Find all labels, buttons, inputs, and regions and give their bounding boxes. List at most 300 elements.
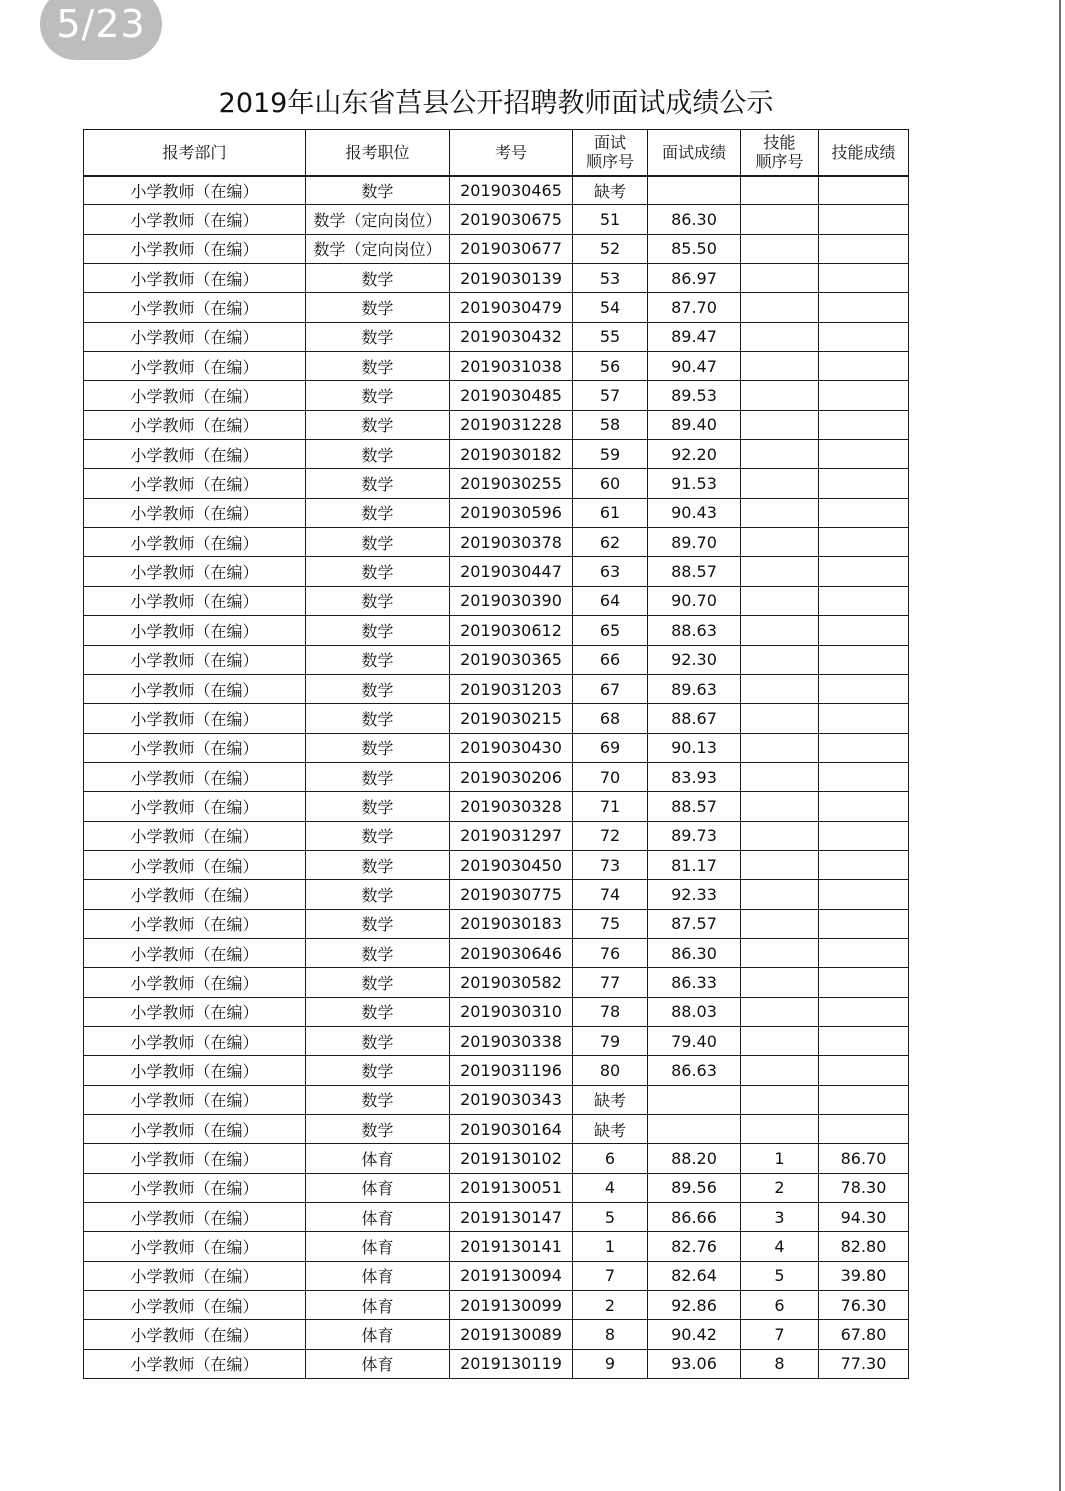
cell-skill-order [741, 381, 819, 410]
cell-interview-order: 缺考 [573, 176, 648, 205]
table-row [84, 234, 909, 263]
cell-interview-score: 89.53 [648, 381, 741, 410]
table-header [84, 130, 909, 176]
header-exam-number [450, 130, 573, 176]
cell-skill-score [819, 968, 909, 997]
cell-position: 体育 [306, 1144, 450, 1173]
cell-skill-order: 1 [741, 1144, 819, 1173]
cell-skill-score [819, 205, 909, 234]
cell-skill-score: 82.80 [819, 1232, 909, 1261]
cell-interview-score: 81.17 [648, 850, 741, 879]
cell-exam-number: 2019030255 [450, 469, 573, 498]
cell-department: 小学教师（在编） [84, 1056, 306, 1085]
cell-department: 小学教师（在编） [84, 850, 306, 879]
cell-skill-order [741, 850, 819, 879]
cell-interview-order: 78 [573, 997, 648, 1026]
cell-interview-score: 88.20 [648, 1144, 741, 1173]
cell-department: 小学教师（在编） [84, 264, 306, 293]
table-row [84, 792, 909, 821]
cell-skill-order: 2 [741, 1173, 819, 1202]
table-row [84, 674, 909, 703]
cell-interview-order: 55 [573, 322, 648, 351]
table-row [84, 557, 909, 586]
table-body [84, 176, 909, 1379]
cell-skill-order [741, 792, 819, 821]
table-row [84, 938, 909, 967]
cell-position: 数学 [306, 674, 450, 703]
header-label: 面试 [593, 133, 626, 153]
cell-department: 小学教师（在编） [84, 1261, 306, 1290]
cell-position: 数学 [306, 176, 450, 205]
cell-position: 数学（定向岗位） [306, 234, 450, 263]
cell-skill-score [819, 997, 909, 1026]
cell-interview-score: 86.33 [648, 968, 741, 997]
cell-interview-score: 88.57 [648, 557, 741, 586]
cell-department: 小学教师（在编） [84, 792, 306, 821]
cell-position: 体育 [306, 1320, 450, 1349]
cell-interview-score: 82.64 [648, 1261, 741, 1290]
cell-department: 小学教师（在编） [84, 234, 306, 263]
cell-interview-order: 58 [573, 410, 648, 439]
cell-interview-order: 76 [573, 938, 648, 967]
cell-skill-order [741, 1115, 819, 1144]
cell-interview-order: 52 [573, 234, 648, 263]
cell-interview-order: 62 [573, 528, 648, 557]
cell-exam-number: 2019030390 [450, 586, 573, 615]
table-row [84, 616, 909, 645]
cell-department: 小学教师（在编） [84, 674, 306, 703]
cell-interview-score: 89.47 [648, 322, 741, 351]
cell-position: 数学 [306, 586, 450, 615]
cell-department: 小学教师（在编） [84, 1232, 306, 1261]
cell-interview-order: 71 [573, 792, 648, 821]
cell-skill-order [741, 645, 819, 674]
cell-interview-order: 59 [573, 440, 648, 469]
cell-department: 小学教师（在编） [84, 1144, 306, 1173]
cell-skill-score [819, 176, 909, 205]
cell-skill-score [819, 1085, 909, 1114]
cell-interview-score: 88.57 [648, 792, 741, 821]
cell-skill-order [741, 322, 819, 351]
cell-exam-number: 2019031038 [450, 352, 573, 381]
cell-interview-order: 7 [573, 1261, 648, 1290]
table-row [84, 1232, 909, 1261]
cell-skill-score [819, 880, 909, 909]
table-row [84, 704, 909, 733]
cell-skill-order [741, 528, 819, 557]
cell-skill-score [819, 586, 909, 615]
cell-interview-score [648, 1115, 741, 1144]
cell-department: 小学教师（在编） [84, 469, 306, 498]
cell-interview-order: 9 [573, 1349, 648, 1378]
cell-interview-score: 89.40 [648, 410, 741, 439]
cell-department: 小学教师（在编） [84, 205, 306, 234]
cell-department: 小学教师（在编） [84, 1349, 306, 1378]
cell-interview-score: 88.63 [648, 616, 741, 645]
cell-interview-order: 79 [573, 1026, 648, 1055]
cell-exam-number: 2019030447 [450, 557, 573, 586]
cell-skill-order [741, 410, 819, 439]
cell-skill-order [741, 733, 819, 762]
cell-position: 数学（定向岗位） [306, 205, 450, 234]
table-row [84, 968, 909, 997]
cell-department: 小学教师（在编） [84, 1203, 306, 1232]
table-row [84, 322, 909, 351]
cell-interview-score: 90.42 [648, 1320, 741, 1349]
header-label: 考号 [494, 142, 527, 162]
table-row [84, 1056, 909, 1085]
cell-exam-number: 2019030775 [450, 880, 573, 909]
cell-skill-order [741, 498, 819, 527]
cell-position: 体育 [306, 1291, 450, 1320]
cell-interview-order: 80 [573, 1056, 648, 1085]
cell-skill-score [819, 352, 909, 381]
page-edge-divider [1059, 0, 1061, 1491]
table-row [84, 1261, 909, 1290]
cell-skill-order [741, 469, 819, 498]
cell-exam-number: 2019031228 [450, 410, 573, 439]
cell-exam-number: 2019030183 [450, 909, 573, 938]
cell-interview-order: 75 [573, 909, 648, 938]
cell-skill-score [819, 322, 909, 351]
cell-interview-order: 67 [573, 674, 648, 703]
header-row [84, 130, 909, 176]
cell-skill-score [819, 1026, 909, 1055]
cell-interview-score: 92.30 [648, 645, 741, 674]
document-title: 2019年山东省莒县公开招聘教师面试成绩公示 [218, 88, 774, 119]
cell-exam-number: 2019030215 [450, 704, 573, 733]
cell-interview-order: 56 [573, 352, 648, 381]
cell-position: 数学 [306, 909, 450, 938]
cell-position: 数学 [306, 469, 450, 498]
cell-exam-number: 2019030182 [450, 440, 573, 469]
cell-position: 数学 [306, 850, 450, 879]
cell-department: 小学教师（在编） [84, 968, 306, 997]
cell-department: 小学教师（在编） [84, 1026, 306, 1055]
table-row [84, 909, 909, 938]
cell-exam-number: 2019030164 [450, 1115, 573, 1144]
cell-position: 数学 [306, 410, 450, 439]
cell-skill-order: 4 [741, 1232, 819, 1261]
cell-position: 数学 [306, 322, 450, 351]
header-label: 技能成绩 [831, 142, 896, 162]
cell-position: 体育 [306, 1232, 450, 1261]
header-department [84, 130, 306, 176]
cell-department: 小学教师（在编） [84, 1173, 306, 1202]
cell-interview-score: 87.57 [648, 909, 741, 938]
cell-interview-order: 65 [573, 616, 648, 645]
cell-interview-order: 缺考 [573, 1085, 648, 1114]
table-row [84, 733, 909, 762]
cell-interview-score: 89.56 [648, 1173, 741, 1202]
cell-exam-number: 2019030675 [450, 205, 573, 234]
cell-interview-score: 90.13 [648, 733, 741, 762]
cell-exam-number: 2019030365 [450, 645, 573, 674]
cell-position: 体育 [306, 1261, 450, 1290]
cell-department: 小学教师（在编） [84, 440, 306, 469]
cell-interview-score: 86.63 [648, 1056, 741, 1085]
cell-department: 小学教师（在编） [84, 498, 306, 527]
cell-skill-order [741, 616, 819, 645]
cell-exam-number: 2019030479 [450, 293, 573, 322]
cell-skill-score [819, 762, 909, 791]
cell-interview-score: 92.86 [648, 1291, 741, 1320]
page-indicator: 5/23 [40, 0, 162, 60]
cell-position: 数学 [306, 968, 450, 997]
cell-department: 小学教师（在编） [84, 645, 306, 674]
table-row [84, 880, 909, 909]
cell-skill-score: 77.30 [819, 1349, 909, 1378]
cell-skill-score [819, 674, 909, 703]
table-row [84, 176, 909, 205]
cell-interview-score: 92.33 [648, 880, 741, 909]
cell-skill-score [819, 381, 909, 410]
table-row [84, 1115, 909, 1144]
cell-skill-score [819, 850, 909, 879]
cell-exam-number: 2019030139 [450, 264, 573, 293]
cell-interview-order: 72 [573, 821, 648, 850]
cell-department: 小学教师（在编） [84, 176, 306, 205]
cell-interview-order: 1 [573, 1232, 648, 1261]
table-row [84, 264, 909, 293]
cell-position: 数学 [306, 440, 450, 469]
cell-department: 小学教师（在编） [84, 821, 306, 850]
header-label: 顺序号 [585, 152, 634, 172]
table-row [84, 586, 909, 615]
table-row [84, 762, 909, 791]
cell-department: 小学教师（在编） [84, 616, 306, 645]
header-skill-score [819, 130, 909, 176]
header-label: 报考职位 [345, 142, 410, 162]
cell-exam-number: 2019030582 [450, 968, 573, 997]
cell-department: 小学教师（在编） [84, 762, 306, 791]
cell-interview-order: 8 [573, 1320, 648, 1349]
cell-interview-order: 57 [573, 381, 648, 410]
cell-exam-number: 2019030338 [450, 1026, 573, 1055]
cell-interview-score [648, 1085, 741, 1114]
cell-skill-score [819, 1056, 909, 1085]
cell-skill-order [741, 1026, 819, 1055]
table-row [84, 440, 909, 469]
table-row [84, 381, 909, 410]
cell-skill-score [819, 704, 909, 733]
cell-skill-score [819, 938, 909, 967]
cell-department: 小学教师（在编） [84, 322, 306, 351]
cell-department: 小学教师（在编） [84, 586, 306, 615]
cell-exam-number: 2019130099 [450, 1291, 573, 1320]
cell-skill-score [819, 909, 909, 938]
cell-skill-order [741, 880, 819, 909]
cell-interview-score: 90.47 [648, 352, 741, 381]
cell-skill-order [741, 557, 819, 586]
header-interview-score [648, 130, 741, 176]
cell-exam-number: 2019030432 [450, 322, 573, 351]
table-row [84, 1291, 909, 1320]
cell-exam-number: 2019030328 [450, 792, 573, 821]
cell-interview-order: 2 [573, 1291, 648, 1320]
cell-interview-score [648, 176, 741, 205]
table-row [84, 293, 909, 322]
cell-exam-number: 2019031203 [450, 674, 573, 703]
cell-exam-number: 2019130089 [450, 1320, 573, 1349]
cell-skill-order [741, 704, 819, 733]
cell-position: 数学 [306, 997, 450, 1026]
header-skill-order [741, 130, 819, 176]
cell-exam-number: 2019130141 [450, 1232, 573, 1261]
cell-interview-score: 89.63 [648, 674, 741, 703]
cell-exam-number: 2019130051 [450, 1173, 573, 1202]
cell-position: 数学 [306, 616, 450, 645]
cell-department: 小学教师（在编） [84, 410, 306, 439]
cell-skill-score [819, 1115, 909, 1144]
cell-interview-order: 74 [573, 880, 648, 909]
cell-exam-number: 2019130119 [450, 1349, 573, 1378]
cell-department: 小学教师（在编） [84, 880, 306, 909]
cell-skill-order [741, 205, 819, 234]
cell-interview-order: 69 [573, 733, 648, 762]
cell-position: 数学 [306, 1056, 450, 1085]
cell-interview-order: 66 [573, 645, 648, 674]
table-row [84, 205, 909, 234]
cell-skill-score [819, 234, 909, 263]
table-row [84, 410, 909, 439]
cell-skill-score [819, 528, 909, 557]
cell-position: 数学 [306, 557, 450, 586]
cell-department: 小学教师（在编） [84, 293, 306, 322]
cell-interview-score: 90.70 [648, 586, 741, 615]
cell-skill-order [741, 1085, 819, 1114]
cell-interview-score: 79.40 [648, 1026, 741, 1055]
cell-position: 数学 [306, 821, 450, 850]
cell-position: 数学 [306, 733, 450, 762]
cell-skill-order [741, 821, 819, 850]
cell-exam-number: 2019030465 [450, 176, 573, 205]
cell-skill-score [819, 498, 909, 527]
cell-interview-score: 91.53 [648, 469, 741, 498]
cell-position: 体育 [306, 1203, 450, 1232]
cell-department: 小学教师（在编） [84, 997, 306, 1026]
cell-department: 小学教师（在编） [84, 1115, 306, 1144]
cell-interview-score: 86.30 [648, 205, 741, 234]
cell-interview-order: 64 [573, 586, 648, 615]
header-label: 报考部门 [162, 142, 227, 162]
cell-interview-score: 92.20 [648, 440, 741, 469]
cell-interview-score: 87.70 [648, 293, 741, 322]
table-row [84, 1320, 909, 1349]
table-row [84, 1026, 909, 1055]
cell-skill-score [819, 733, 909, 762]
cell-interview-order: 缺考 [573, 1115, 648, 1144]
cell-interview-score: 86.66 [648, 1203, 741, 1232]
cell-exam-number: 2019030430 [450, 733, 573, 762]
cell-interview-order: 77 [573, 968, 648, 997]
cell-skill-score [819, 410, 909, 439]
cell-skill-order: 5 [741, 1261, 819, 1290]
cell-interview-score: 86.30 [648, 938, 741, 967]
cell-interview-score: 89.73 [648, 821, 741, 850]
cell-exam-number: 2019030343 [450, 1085, 573, 1114]
cell-exam-number: 2019030596 [450, 498, 573, 527]
cell-interview-order: 51 [573, 205, 648, 234]
cell-exam-number: 2019031196 [450, 1056, 573, 1085]
cell-interview-order: 54 [573, 293, 648, 322]
cell-skill-order [741, 586, 819, 615]
results-table [83, 129, 909, 1379]
cell-interview-score: 90.43 [648, 498, 741, 527]
cell-skill-order [741, 264, 819, 293]
cell-department: 小学教师（在编） [84, 1291, 306, 1320]
table-row [84, 1173, 909, 1202]
cell-position: 数学 [306, 1115, 450, 1144]
cell-exam-number: 2019030612 [450, 616, 573, 645]
cell-position: 数学 [306, 498, 450, 527]
cell-position: 数学 [306, 293, 450, 322]
cell-exam-number: 2019031297 [450, 821, 573, 850]
cell-position: 数学 [306, 1026, 450, 1055]
cell-skill-order [741, 938, 819, 967]
table-row [84, 469, 909, 498]
cell-position: 数学 [306, 381, 450, 410]
cell-exam-number: 2019030450 [450, 850, 573, 879]
cell-interview-order: 6 [573, 1144, 648, 1173]
header-label: 面试成绩 [661, 142, 726, 162]
table-row [84, 528, 909, 557]
cell-skill-order [741, 674, 819, 703]
cell-position: 数学 [306, 938, 450, 967]
cell-interview-score: 82.76 [648, 1232, 741, 1261]
cell-department: 小学教师（在编） [84, 352, 306, 381]
cell-skill-score [819, 645, 909, 674]
cell-department: 小学教师（在编） [84, 557, 306, 586]
cell-position: 数学 [306, 264, 450, 293]
cell-skill-order: 6 [741, 1291, 819, 1320]
cell-position: 数学 [306, 645, 450, 674]
cell-skill-order [741, 1056, 819, 1085]
cell-skill-score [819, 264, 909, 293]
cell-skill-order [741, 909, 819, 938]
cell-skill-score [819, 821, 909, 850]
cell-skill-score [819, 293, 909, 322]
cell-position: 数学 [306, 762, 450, 791]
cell-interview-order: 70 [573, 762, 648, 791]
cell-position: 数学 [306, 352, 450, 381]
cell-interview-order: 5 [573, 1203, 648, 1232]
table-row [84, 1085, 909, 1114]
header-label: 顺序号 [755, 152, 804, 172]
cell-exam-number: 2019130102 [450, 1144, 573, 1173]
cell-skill-order [741, 293, 819, 322]
cell-exam-number: 2019130094 [450, 1261, 573, 1290]
cell-interview-order: 53 [573, 264, 648, 293]
cell-position: 数学 [306, 880, 450, 909]
cell-interview-score: 85.50 [648, 234, 741, 263]
cell-interview-score: 86.97 [648, 264, 741, 293]
cell-department: 小学教师（在编） [84, 528, 306, 557]
cell-skill-score: 76.30 [819, 1291, 909, 1320]
table-row [84, 850, 909, 879]
cell-skill-score: 78.30 [819, 1173, 909, 1202]
cell-exam-number: 2019030206 [450, 762, 573, 791]
cell-interview-score: 83.93 [648, 762, 741, 791]
cell-interview-score: 88.67 [648, 704, 741, 733]
cell-skill-score [819, 440, 909, 469]
cell-skill-score: 67.80 [819, 1320, 909, 1349]
cell-skill-order [741, 968, 819, 997]
cell-exam-number: 2019030310 [450, 997, 573, 1026]
cell-exam-number: 2019030677 [450, 234, 573, 263]
cell-skill-score: 86.70 [819, 1144, 909, 1173]
cell-exam-number: 2019030485 [450, 381, 573, 410]
